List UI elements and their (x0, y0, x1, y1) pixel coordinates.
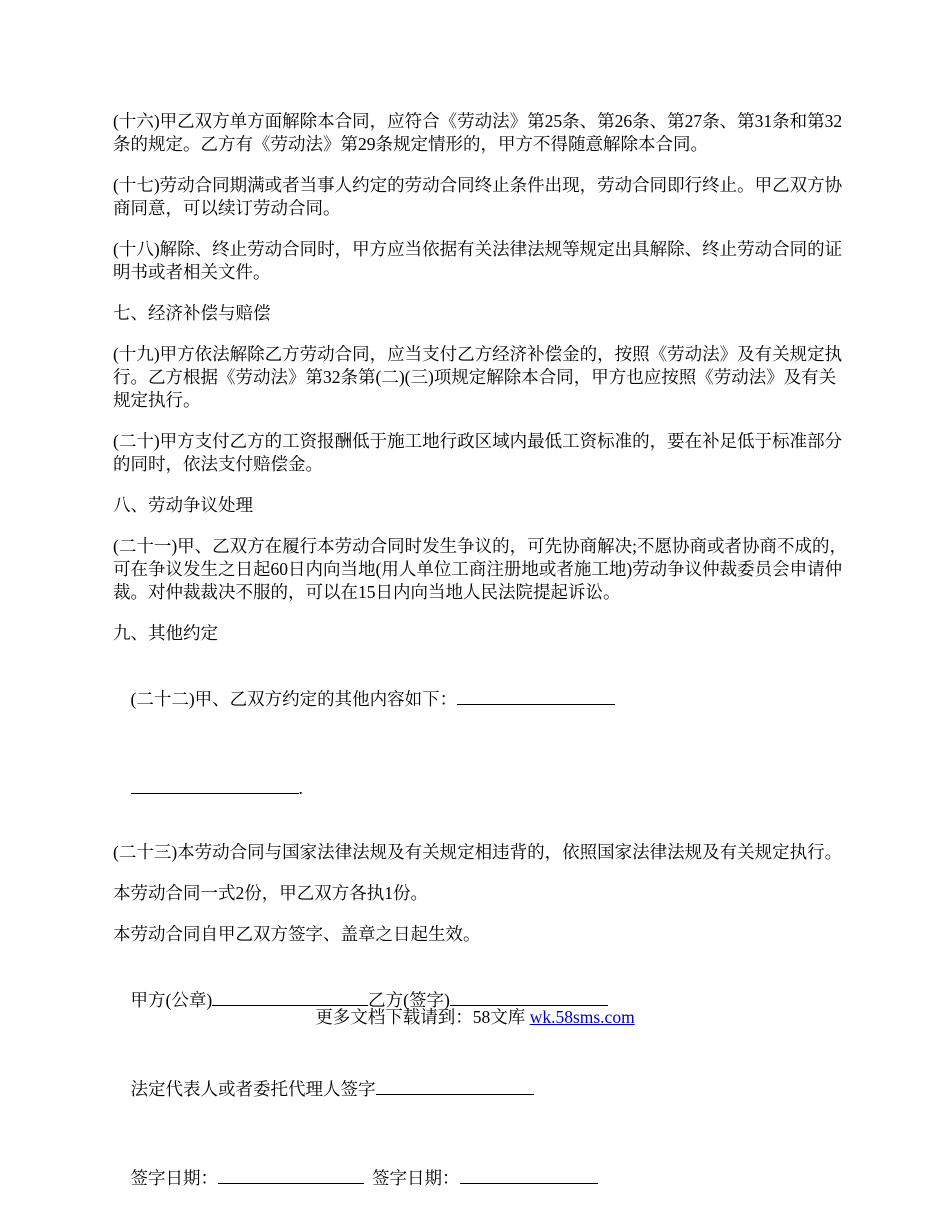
clause-19: (十九)甲方依法解除乙方劳动合同，应当支付乙方经济补偿金的，按照《劳动法》及有关规定执行。乙方根据《劳动法》第32条第(二)(三)项规定解除本合同，甲方也应按照《劳动法》及有关规定执行。 (113, 344, 843, 410)
party-a-seal-label: 甲方(公章) (130, 990, 213, 1010)
clause-16: (十六)甲乙双方单方面解除本合同，应符合《劳动法》第25条、第26条、第27条、第31条和第32条的规定。乙方有《劳动法》第29条规定情形的，甲方不得随意解除本合同。 (113, 111, 843, 154)
clause-18: (十八)解除、终止劳动合同时，甲方应当依据有关法律法规等规定出具解除、终止劳动合同的证明书或者相关文件。 (113, 239, 843, 282)
section-heading-other: 九、其他约定 (113, 623, 218, 643)
clause-17: (十七)劳动合同期满或者当事人约定的劳动合同终止条件出现，劳动合同即行终止。甲乙双方协商同意，可以续订劳动合同。 (113, 175, 843, 218)
party-b-blank-line (450, 987, 608, 1006)
document-body (113, 110, 853, 1231)
effective-statement: 本劳动合同自甲乙双方签字、盖章之日起生效。 (113, 924, 481, 944)
date-b-blank-line (460, 1165, 598, 1184)
signature-date-line (113, 1142, 853, 1213)
clause-23: (二十三)本劳动合同与国家法律法规及有关规定相违背的，依照国家法律法规及有关规定执行。 (113, 842, 843, 862)
representative-label: 法定代表人或者委托代理人签字 (130, 1079, 376, 1099)
footer-link[interactable]: wk.58sms.com (529, 1007, 635, 1027)
party-b-signature-label: 乙方(签字) (368, 990, 450, 1010)
copies-statement: 本劳动合同一式2份，甲乙双方各执1份。 (113, 883, 428, 903)
clause-22-blank-line (457, 686, 615, 705)
clause-21: (二十一)甲、乙双方在履行本劳动合同时发生争议的，可先协商解决;不愿协商或者协商不成的，可在争议发生之日起60日内向当地(用人单位工商注册地或者施工地)劳动争议仲裁委员会申请仲裁。对仲裁裁决不服的，可以在15日内向当地人民法院提起诉讼。 (113, 536, 848, 602)
date-b-label: 签字日期： (372, 1168, 460, 1188)
footer-download-notice (0, 1006, 950, 1029)
footer-text: 更多文档下载请到：58文库 (315, 1007, 530, 1027)
representative-blank-line (376, 1076, 534, 1095)
date-a-label: 签字日期： (130, 1168, 218, 1188)
clause-22-continuation (113, 752, 853, 823)
representative-signature-line (113, 1053, 853, 1124)
date-a-blank-line (218, 1165, 364, 1184)
clause-22 (113, 663, 853, 734)
party-a-blank-line (212, 987, 368, 1006)
clause-22-blank-line-2 (131, 775, 299, 794)
clause-20: (二十)甲方支付乙方的工资报酬低于施工地行政区域内最低工资标准的，要在补足低于标准部分的同时，依法支付赔偿金。 (113, 431, 843, 474)
clause-22-text: (二十二)甲、乙双方约定的其他内容如下： (130, 689, 458, 709)
clause-22-period: . (298, 778, 303, 798)
section-heading-dispute: 八、劳动争议处理 (113, 495, 253, 515)
section-heading-compensation: 七、经济补偿与赔偿 (113, 303, 271, 323)
